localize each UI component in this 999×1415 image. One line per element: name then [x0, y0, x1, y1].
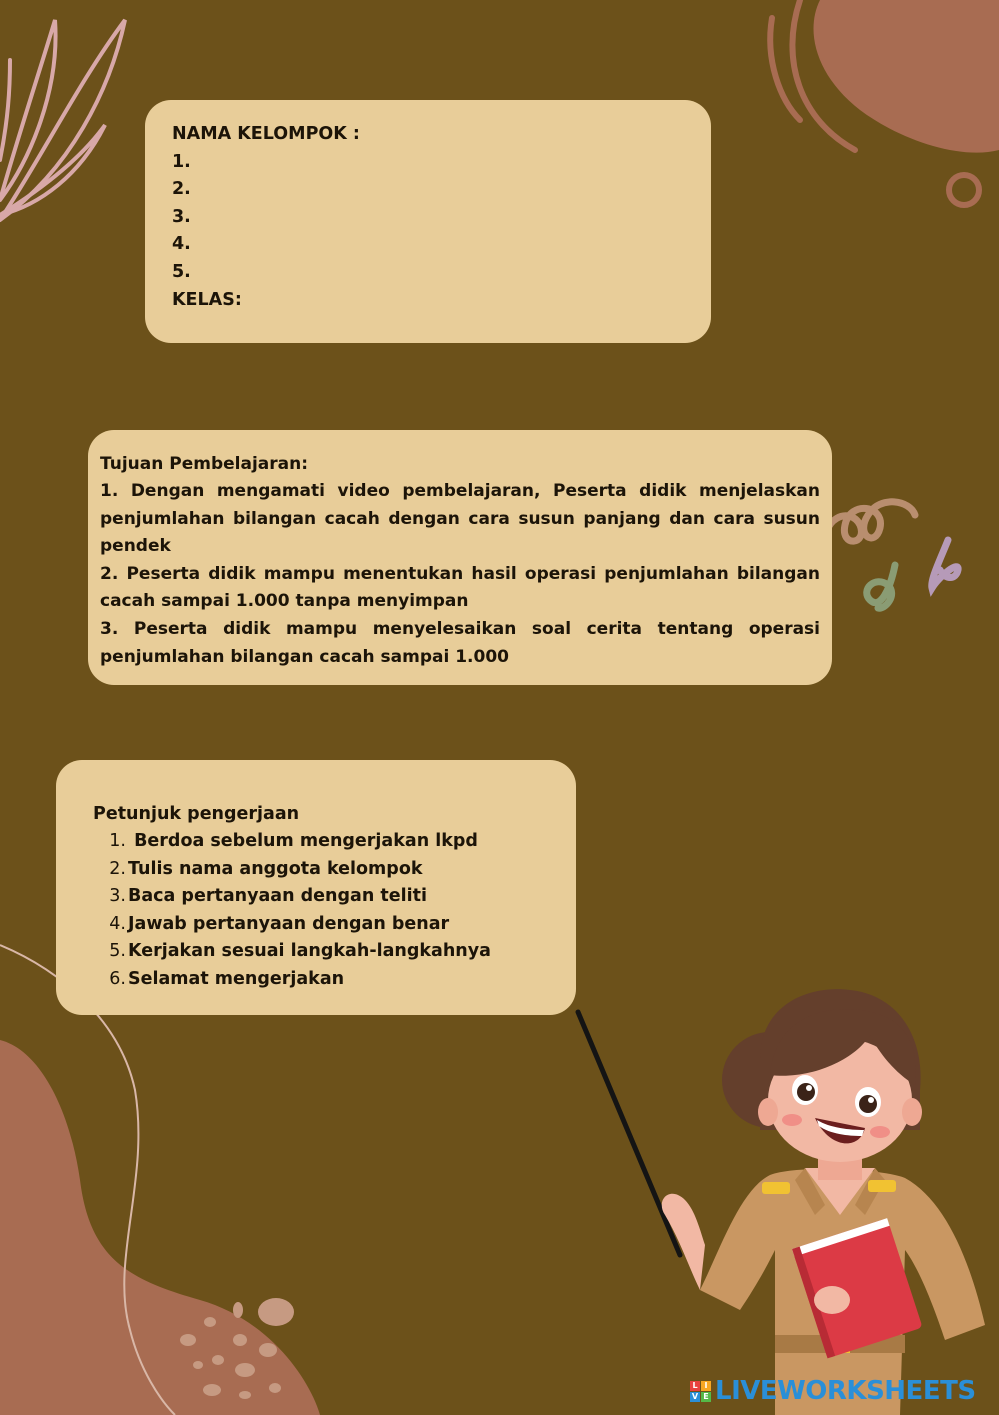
- squiggle-purple: [932, 540, 958, 588]
- learning-goal-item: 1. Dengan mengamati video pembelajaran, Peserta didik menjelaskan penjumlahan bilangan cacah dengan cara susun panjang dan cara susun pendek: [100, 481, 820, 557]
- instruction-number: 1.: [109, 831, 126, 851]
- instruction-number: 5.: [109, 941, 126, 962]
- instruction-number: 4.: [109, 913, 126, 934]
- squiggle-brown: [826, 502, 915, 548]
- instruction-text: Jawab pertanyaan dengan benar: [128, 913, 450, 934]
- bottom-left-blob: [0, 1040, 320, 1415]
- liveworksheets-brand[interactable]: [690, 1375, 976, 1407]
- learning-goal-item: 2. Peserta didik mampu menentukan hasil operasi penjumlahan bilangan cacah sampai 1.000 tanpa menyimpan: [100, 563, 820, 612]
- learning-goals-card: [88, 430, 832, 685]
- instruction-text: Selamat mengerjakan: [128, 968, 345, 989]
- learning-goals-list: [100, 478, 820, 671]
- squiggle-green: [867, 565, 895, 608]
- instruction-item: [104, 856, 491, 884]
- instructions-title: Petunjuk pengerjaan: [93, 804, 300, 824]
- instruction-number: 2.: [109, 858, 126, 879]
- group-name-card: [145, 100, 711, 343]
- instruction-number: 3.: [109, 886, 126, 907]
- instructions-list: [104, 828, 491, 994]
- small-ring: [949, 175, 979, 205]
- instruction-item: [104, 883, 491, 911]
- instruction-number: 6.: [109, 968, 126, 989]
- member-line-5[interactable]: 5.: [172, 261, 191, 282]
- instruction-text: Baca pertanyaan dengan teliti: [128, 886, 427, 907]
- instruction-text: Berdoa sebelum mengerjakan lkpd: [128, 831, 478, 851]
- member-line-2[interactable]: 2.: [172, 179, 191, 200]
- teacher-with-pointer-illustration: [662, 989, 985, 1415]
- instruction-text: Tulis nama anggota kelompok: [128, 858, 423, 879]
- leaf-outline: [0, 20, 125, 220]
- instruction-item: [104, 966, 491, 994]
- liveworksheets-logo-icon: L I V E: [690, 1381, 711, 1402]
- instructions-card: [56, 760, 576, 1015]
- member-line-1[interactable]: 1.: [172, 151, 191, 172]
- group-name-heading: NAMA KELOMPOK :: [172, 124, 360, 144]
- instruction-text: Kerjakan sesuai langkah-langkahnya: [128, 941, 491, 962]
- instruction-item: [104, 828, 491, 856]
- learning-goal-item: 3. Peserta didik mampu menyelesaikan soal cerita tentang operasi penjumlahan bilangan cacah sampai 1.000: [100, 618, 820, 667]
- instruction-item: [104, 938, 491, 966]
- instruction-item: [104, 911, 491, 939]
- learning-goals-title: Tujuan Pembelajaran:: [100, 454, 309, 474]
- member-line-4[interactable]: 4.: [172, 234, 191, 255]
- top-right-blob: [813, 0, 999, 153]
- member-line-3[interactable]: 3.: [172, 206, 191, 227]
- liveworksheets-wordmark: LIVEWORKSHEETS: [715, 1376, 976, 1406]
- class-label[interactable]: KELAS:: [172, 289, 242, 310]
- pointer-stick: [578, 1012, 680, 1255]
